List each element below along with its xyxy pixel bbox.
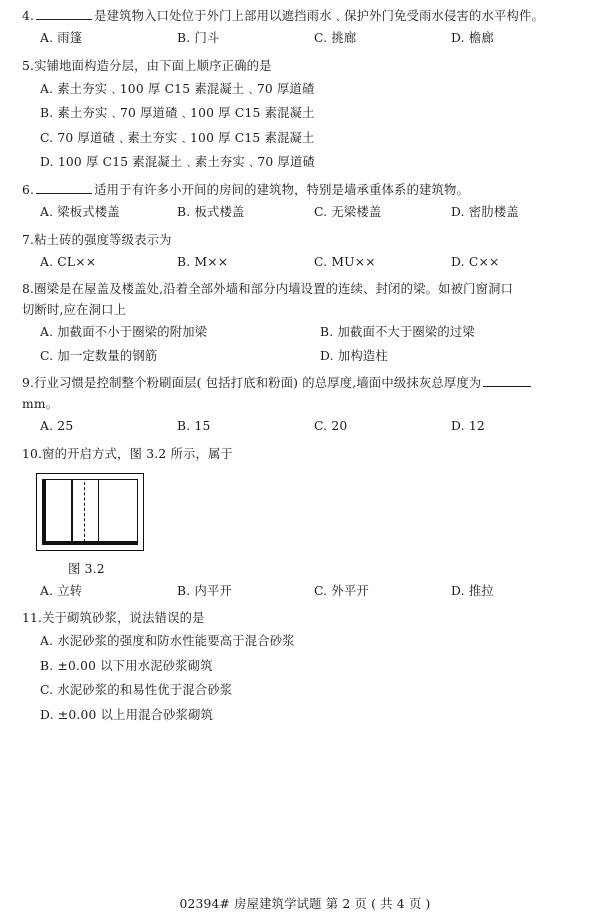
question-4 [22,6,586,51]
option-d[interactable]: D. 檐廊 [451,31,494,46]
option-d[interactable]: D. 加构造柱 [320,348,388,363]
question-4-number: 4. [22,9,35,23]
question-11 [22,608,586,728]
question-8-stem [22,279,586,300]
question-4-options [22,27,586,50]
question-7-options [22,251,586,274]
option-a[interactable]: A. 水泥砂浆的强度和防水性能要高于混合砂浆 [40,634,295,649]
option-a[interactable]: A. 立转 [40,583,83,598]
option-b[interactable]: B. 板式楼盖 [177,205,245,220]
answer-blank [36,7,92,20]
figure-caption: 图 3.2 [68,561,105,576]
option-a[interactable]: A. 25 [40,419,74,434]
window-diagram [36,473,144,551]
window-sash-divider-2 [98,480,100,544]
option-d[interactable]: D. C×× [451,254,500,269]
question-7 [22,230,586,275]
question-9-stem [22,373,586,394]
option-a[interactable]: A. 加截面不小于圈梁的附加梁 [40,325,208,340]
option-c[interactable]: C. 挑廊 [314,31,357,46]
option-c[interactable]: C. 70 厚道碴﹑素土夯实﹑100 厚 C15 素混凝土 [40,130,315,145]
question-5-text: 实铺地面构造分层，由下面上顺序正确的是 [34,58,272,73]
option-b[interactable]: B. M×× [177,254,229,269]
question-5-options [22,77,586,175]
question-7-text: 粘土砖的强度等级表示为 [34,232,172,247]
question-11-options [22,629,586,727]
window-left-jamb [43,480,46,544]
question-7-number: 7. [22,232,35,247]
question-9 [22,373,586,439]
option-b[interactable]: B. 门斗 [177,31,220,46]
option-c[interactable]: C. 加一定数量的钢筋 [40,348,158,363]
question-5-number: 5. [22,58,35,73]
question-9-stem-line2: mm。 [22,397,59,412]
question-8-options-row2 [22,345,586,368]
question-9-text: 行业习惯是控制整个粉刷面层( 包括打底和粉面) 的总厚度,墙面中级抹灰总厚度为 [34,376,482,391]
question-10 [22,444,586,604]
question-10-text: 窗的开启方式，图 3.2 所示，属于 [42,446,233,461]
option-c[interactable]: C. 水泥砂浆的和易性优于混合砂浆 [40,683,233,698]
question-8-options-row1 [22,321,586,344]
question-6-number: 6. [22,183,35,198]
window-sliding-dashed-line [84,482,85,542]
question-8-stem-line2: 切断时,应在洞口上 [22,303,127,318]
question-5-stem [22,56,586,77]
option-b[interactable]: B. ±0.00 以下用水泥砂浆砌筑 [40,658,213,673]
question-7-stem [22,230,586,251]
option-d[interactable]: D. ±0.00 以上用混合砂浆砌筑 [40,708,214,723]
option-d[interactable]: D. 100 厚 C15 素混凝土﹑素土夯实﹑70 厚道碴 [40,155,316,170]
question-8 [22,279,586,368]
question-11-number: 11. [22,611,43,626]
question-9-options [22,415,586,438]
question-10-options [22,580,586,603]
window-frame [42,479,138,545]
question-6-text: 适用于有许多小开间的房间的建筑物，特别是墙承重体系的建筑物。 [94,183,470,198]
option-a[interactable]: A. 梁板式楼盖 [40,205,120,220]
option-a[interactable]: A. CL×× [40,254,97,269]
question-6-options [22,201,586,224]
window-figure-wrap [22,473,586,551]
option-d[interactable]: D. 12 [451,419,485,434]
page-footer: 02394# 房屋建筑学试题 第 2 页 ( 共 4 页 ) [179,897,431,911]
option-c[interactable]: C. 外平开 [314,583,369,598]
question-4-stem [22,6,586,27]
question-9-number: 9. [22,376,35,391]
option-c[interactable]: C. 20 [314,419,348,434]
question-10-number: 10. [22,446,43,461]
window-sash-divider-1 [71,480,73,544]
option-c[interactable]: C. 无梁楼盖 [314,205,382,220]
option-b[interactable]: B. 加截面不大于圈梁的过梁 [320,325,475,340]
option-b[interactable]: B. 15 [177,419,211,434]
question-5 [22,56,586,176]
option-c[interactable]: C. MU×× [314,254,376,269]
question-8-text: 圈梁是在屋盖及楼盖处,沿着全部外墙和部分内墙设置的连续、封闭的梁。如被门窗洞口 [34,282,514,297]
option-a[interactable]: A. 素土夯实﹑100 厚 C15 素混凝土﹑70 厚道碴 [40,81,315,96]
answer-blank [36,181,92,194]
question-11-text: 关于砌筑砂浆，说法错误的是 [42,611,205,626]
option-d[interactable]: D. 密肋楼盖 [451,205,519,220]
option-a[interactable]: A. 雨篷 [40,31,83,46]
question-6 [22,180,586,225]
question-8-number: 8. [22,282,35,297]
answer-blank [483,374,531,387]
option-b[interactable]: B. 素土夯实﹑70 厚道碴﹑100 厚 C15 素混凝土 [40,106,315,121]
option-b[interactable]: B. 内平开 [177,583,232,598]
window-sill [43,541,137,544]
question-6-stem [22,180,586,201]
question-4-text: 是建筑物入口处位于外门上部用以遮挡雨水﹑保护外门免受雨水侵害的水平构件。 [94,9,545,23]
option-d[interactable]: D. 推拉 [451,583,494,598]
question-11-stem [22,608,586,629]
question-10-stem [22,444,586,465]
